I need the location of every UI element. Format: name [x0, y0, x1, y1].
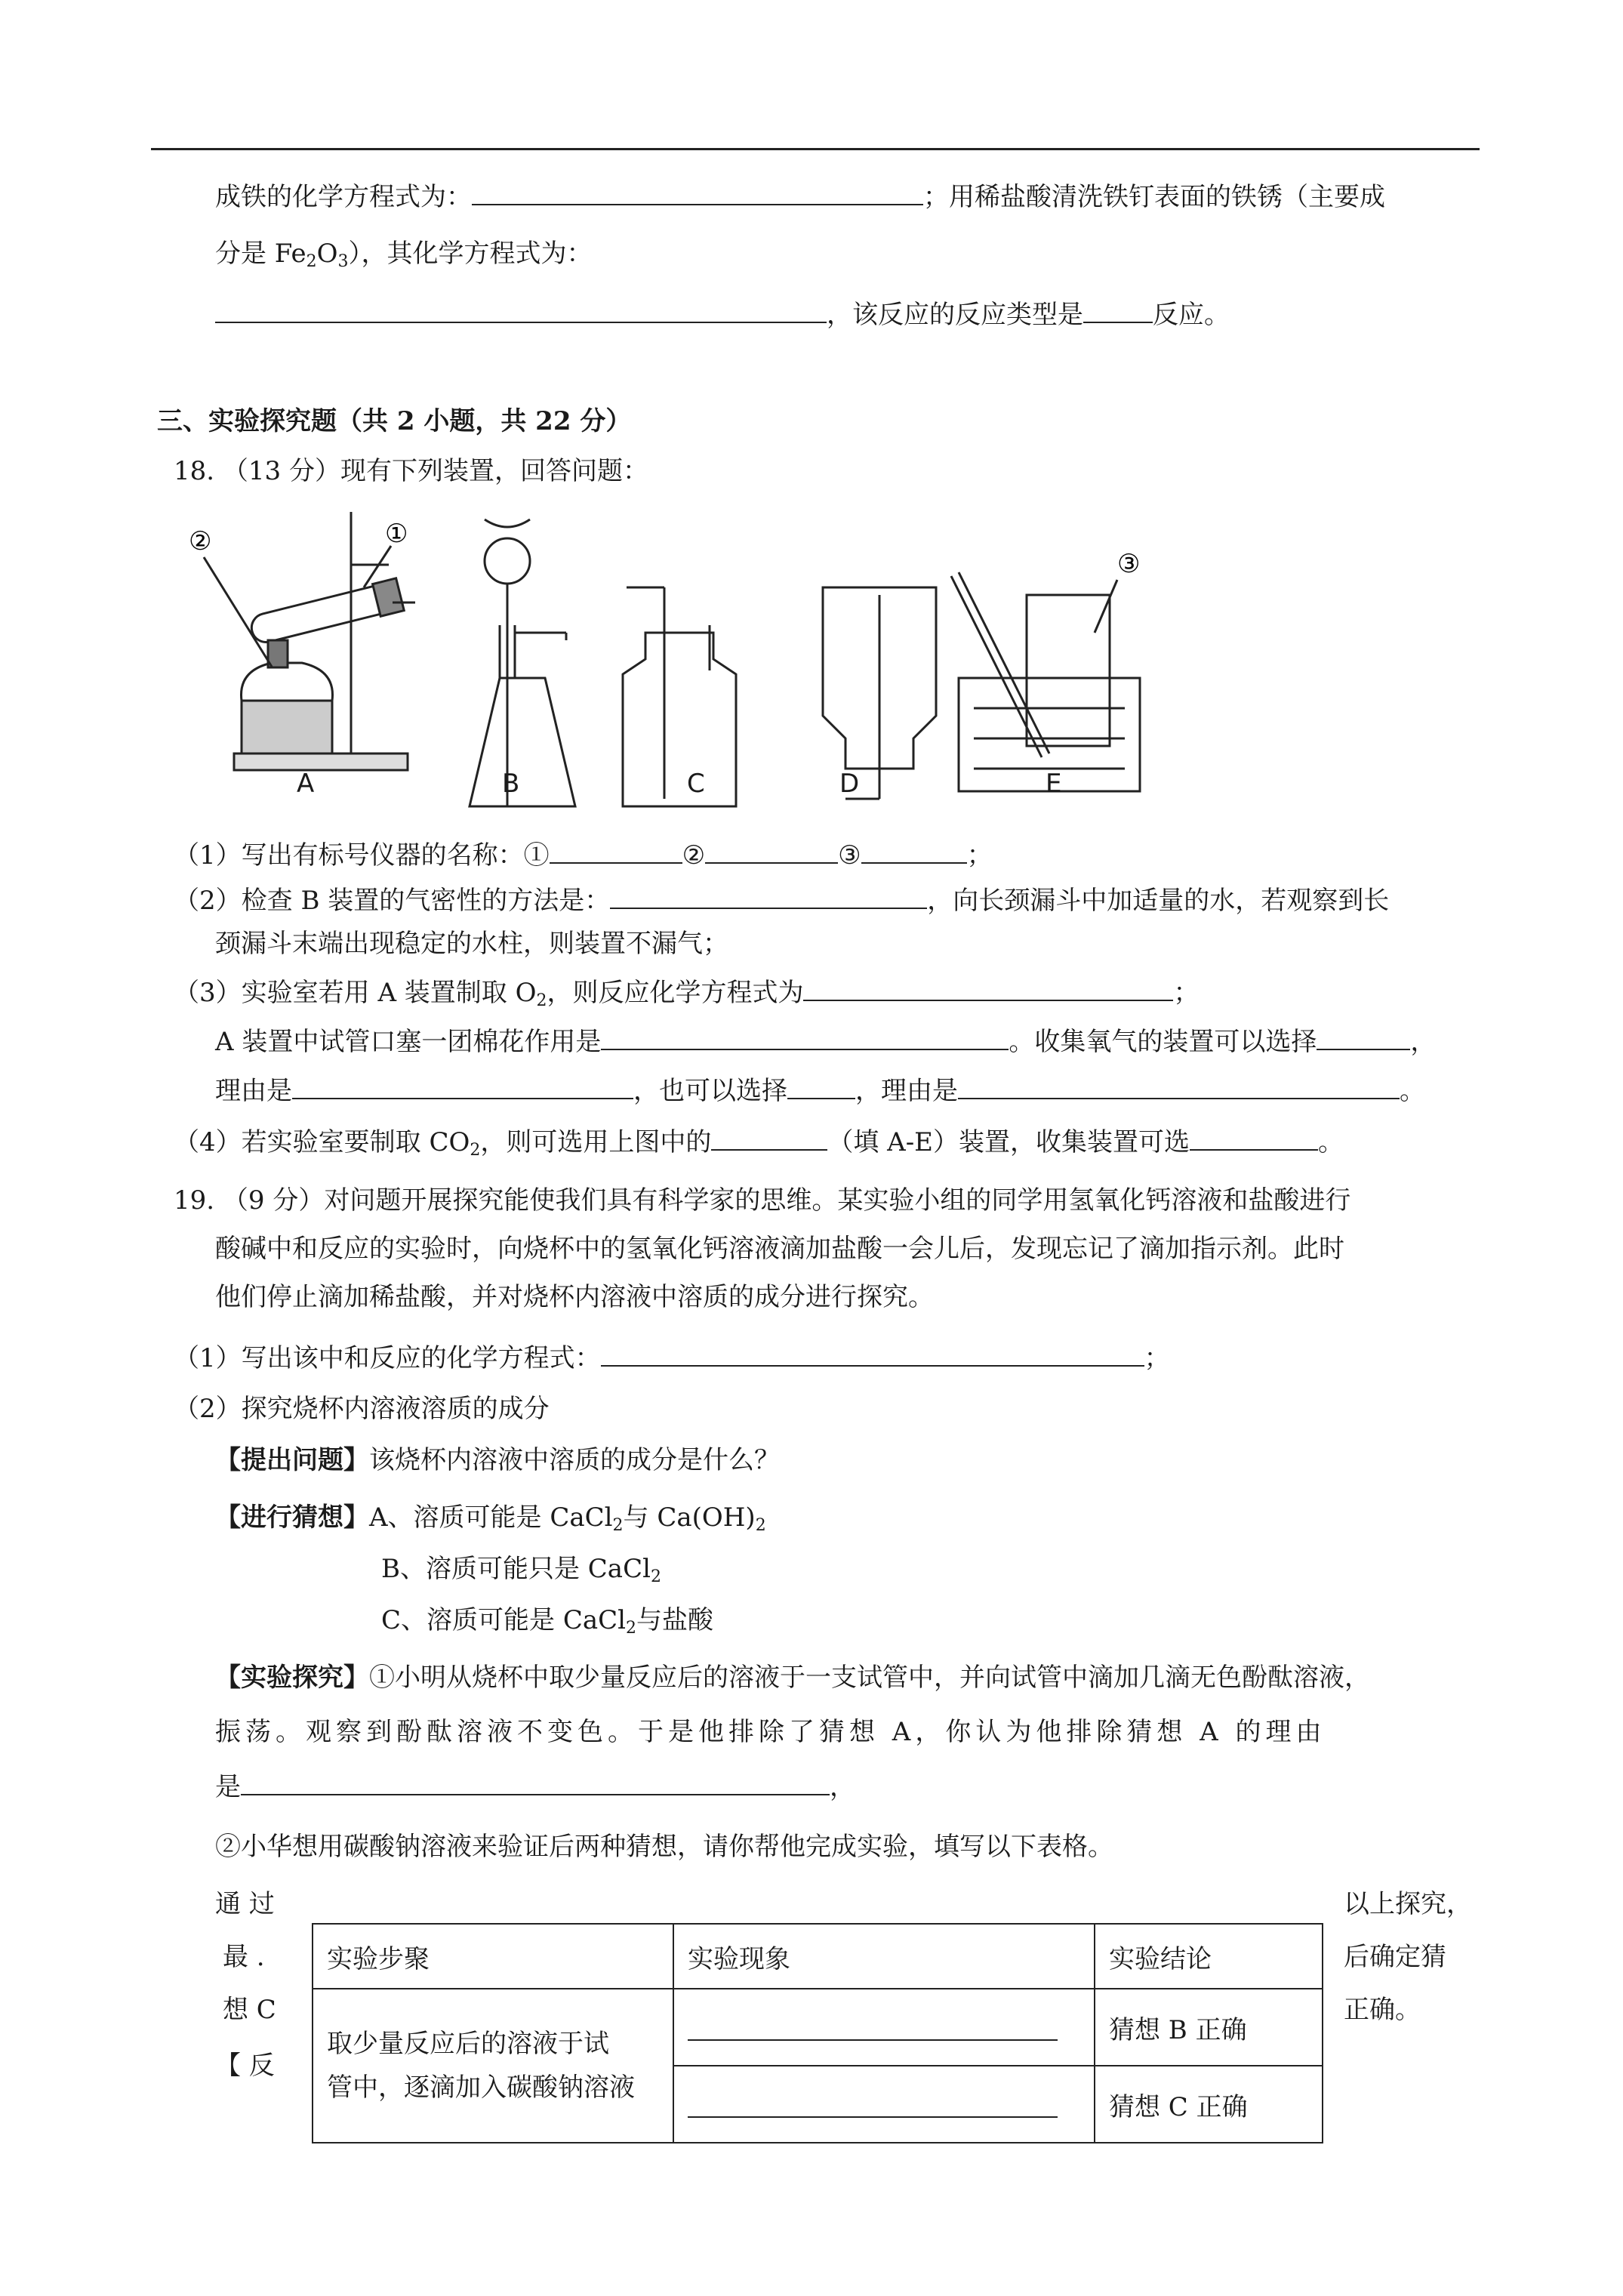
- q19-text: 与盐酸: [636, 1605, 713, 1635]
- side-right-3: 正确。: [1344, 1995, 1421, 2025]
- answer-blank[interactable]: [472, 178, 923, 205]
- q19-text: （1）写出该中和反应的化学方程式：: [174, 1343, 601, 1373]
- q18-stem: 18. （13 分）现有下列装置，回答问题：: [174, 456, 648, 486]
- table-header: 实验现象: [673, 1924, 1095, 1989]
- marker-3: ③: [1117, 549, 1141, 579]
- q17-text: O: [316, 239, 338, 269]
- q18-part4: [174, 1123, 1344, 1167]
- side-right-2: 后确定猜: [1344, 1942, 1446, 1972]
- subscript: 2: [306, 252, 317, 271]
- table-header: 实验步聚: [313, 1924, 673, 1989]
- q18-part3-line3: [215, 1072, 1425, 1108]
- q18-text: ，则可选用上图中的: [480, 1127, 712, 1157]
- figure-label-d: D: [839, 769, 860, 799]
- q19-stem-line3: 他们停止滴加稀盐酸，并对烧杯内溶液中溶质的成分进行探究。: [215, 1282, 934, 1312]
- q18-text: ，理由是: [855, 1076, 958, 1106]
- answer-blank[interactable]: [601, 1339, 1144, 1367]
- marker-2: ②: [189, 526, 212, 556]
- collecting-bottle: [1027, 595, 1110, 746]
- table-header: 实验结论: [1095, 1924, 1323, 1989]
- side-left-1: 通 过: [215, 1889, 275, 1919]
- answer-blank[interactable]: [550, 837, 682, 864]
- q18-text: ，向长颈漏斗中加适量的水，若观察到长: [927, 886, 1390, 916]
- q17-text: 反应。: [1153, 300, 1230, 330]
- answer-blank[interactable]: [1317, 1023, 1410, 1050]
- q18-text: （3）实验室若用 A 装置制取 O: [174, 978, 537, 1008]
- table-cell-step: [313, 1989, 673, 2143]
- q18-text: ；: [1173, 978, 1200, 1008]
- q19-guess-a: [215, 1501, 766, 1542]
- q18-text: ；: [966, 840, 993, 871]
- q18-text: ，: [1410, 1027, 1437, 1057]
- answer-blank[interactable]: [215, 296, 827, 323]
- q19-text: 该烧杯内溶液中溶质的成分是什么？: [369, 1445, 780, 1475]
- q18-text: 理由是: [215, 1076, 292, 1106]
- answer-blank[interactable]: [688, 2091, 1058, 2118]
- section-tag: 【实验探究】: [215, 1663, 369, 1693]
- step-line: 管中，逐滴加入碳酸钠溶液: [327, 2073, 635, 2103]
- section-title: 三、实验探究题（共 2 小题，共 22 分）: [157, 406, 632, 436]
- subscript: 2: [755, 1516, 766, 1535]
- q18-text: ③: [838, 840, 861, 871]
- answer-blank[interactable]: [803, 974, 1173, 1001]
- answer-blank[interactable]: [601, 1023, 1009, 1050]
- q18-text: （填 A-E）装置，收集装置可选: [827, 1127, 1190, 1157]
- answer-blank[interactable]: [688, 2014, 1058, 2041]
- q19-exp-line1: [215, 1661, 1370, 1694]
- step-line: 取少量反应后的溶液于试: [327, 2029, 609, 2059]
- subscript: 2: [470, 1141, 481, 1160]
- q18-text: （2）检查 B 装置的气密性的方法是：: [174, 886, 611, 916]
- q18-text: 颈漏斗末端出现稳定的水柱，则装置不漏气；: [215, 929, 728, 959]
- figure-label-a: A: [297, 769, 315, 799]
- q19-text: C、溶质可能是 CaCl: [381, 1605, 626, 1635]
- answer-blank[interactable]: [241, 1768, 830, 1795]
- figure-label-e: E: [1046, 769, 1062, 799]
- answer-blank[interactable]: [292, 1072, 633, 1099]
- q18-text: A 装置中试管口塞一团棉花作用是: [215, 1027, 602, 1057]
- q19-text: 与 Ca(OH): [623, 1502, 756, 1533]
- q19-exp-line3: [215, 1768, 855, 1804]
- q19-text: ①小明从烧杯中取少量反应后的溶液于一支试管中，并向试管中滴加几滴无色酚酞溶液，: [369, 1663, 1370, 1693]
- q18-text: （1）写出有标号仪器的名称：①: [174, 840, 550, 871]
- answer-blank[interactable]: [787, 1072, 855, 1099]
- q17-text: ），其化学方程式为：: [348, 239, 593, 269]
- q19-guess-c: [381, 1604, 713, 1645]
- answer-blank[interactable]: [610, 882, 927, 909]
- answer-blank[interactable]: [1190, 1123, 1318, 1151]
- q19-guess-b: [381, 1552, 661, 1594]
- side-left-4: 【 反: [215, 2051, 275, 2081]
- q19-stem-line1: 19. （9 分）对问题开展探究能使我们具有科学家的思维。某实验小组的同学用氢氧化钙溶液和盐酸进行: [174, 1185, 1351, 1216]
- q19-exp-line2: 振荡。观察到酚酞溶液不变色。于是他排除了猜想 A，你认为他排除猜想 A 的理由: [215, 1717, 1326, 1747]
- q18-part2: [174, 882, 1389, 917]
- answer-blank[interactable]: [705, 837, 838, 864]
- q18-text: 。收集氧气的装置可以选择: [1009, 1027, 1317, 1057]
- q18-text: 。: [1318, 1127, 1344, 1157]
- q18-text: ，则反应化学方程式为: [547, 978, 804, 1008]
- stand-base: [234, 754, 408, 770]
- answer-blank[interactable]: [1083, 296, 1153, 323]
- subscript: 2: [536, 991, 547, 1010]
- side-right-1: 以上探究，: [1344, 1889, 1472, 1919]
- answer-blank[interactable]: [861, 837, 967, 864]
- table-cell-phenomenon[interactable]: [673, 1989, 1095, 2066]
- q18-part1: [174, 837, 993, 872]
- section-tag: 【提出问题】: [215, 1445, 369, 1475]
- side-left-2: 最 .: [223, 1942, 265, 1972]
- q18-text: 。: [1400, 1076, 1425, 1106]
- table-row: [313, 1989, 1323, 2066]
- test-tube: [248, 578, 405, 648]
- table-cell-conclusion: 猜想 B 正确: [1095, 1989, 1323, 2066]
- table-header-row: [313, 1924, 1323, 1989]
- q18-text: （4）若实验室要制取 CO: [174, 1127, 470, 1157]
- q19-text: A、溶质可能是 CaCl: [369, 1502, 613, 1533]
- experiment-table: [312, 1923, 1323, 2143]
- table-cell-conclusion: 猜想 C 正确: [1095, 2066, 1323, 2143]
- answer-blank[interactable]: [711, 1123, 827, 1151]
- q19-stem-line2: 酸碱中和反应的实验时，向烧杯中的氢氧化钙溶液滴加盐酸一会儿后，发现忘记了滴加指示剂。此时: [215, 1234, 1344, 1264]
- q19-part1: [174, 1339, 1170, 1375]
- figure-label-c: C: [687, 769, 705, 799]
- marker-1: ①: [385, 519, 408, 549]
- q18-part3: [174, 974, 1199, 1018]
- header-rule: [151, 148, 1480, 150]
- q19-text: B、溶质可能只是 CaCl: [381, 1554, 651, 1584]
- q17-line3: [215, 296, 1230, 331]
- q19-part2: （2）探究烧杯内溶液溶质的成分: [174, 1394, 550, 1424]
- q17-text: 成铁的化学方程式为：: [215, 182, 472, 212]
- q18-text: ，也可以选择: [633, 1076, 787, 1106]
- q17-text: ，该反应的反应类型是: [827, 300, 1083, 330]
- q17-text: ；用稀盐酸清洗铁钉表面的铁锈（主要成: [923, 182, 1385, 212]
- q19-exp-line4: ②小华想用碳酸钠溶液来验证后两种猜想，请你帮他完成实验，填写以下表格。: [215, 1832, 1113, 1862]
- subscript: 2: [650, 1567, 661, 1586]
- answer-blank[interactable]: [958, 1072, 1400, 1099]
- q18-text: ②: [682, 840, 706, 871]
- subscript: 3: [337, 252, 349, 271]
- subscript: 2: [612, 1516, 624, 1535]
- conical-flask: [470, 678, 575, 806]
- table-cell-phenomenon[interactable]: [673, 2066, 1095, 2143]
- q19-text: ，: [830, 1772, 855, 1802]
- subscript: 2: [626, 1619, 636, 1638]
- gas-bottle-c: [623, 633, 736, 806]
- q19-text: 是: [215, 1772, 241, 1802]
- section-tag: 【进行猜想】: [215, 1502, 369, 1533]
- q17-text: 分是 Fe: [215, 239, 306, 269]
- q19-ask: [215, 1444, 780, 1477]
- q18-part3-line2: [215, 1023, 1436, 1059]
- q17-line2: [215, 237, 593, 279]
- side-left-3: 想 C: [223, 1995, 276, 2025]
- q19-text: ；: [1144, 1343, 1170, 1373]
- q17-line1: [215, 178, 1385, 214]
- figure-label-b: B: [502, 769, 520, 799]
